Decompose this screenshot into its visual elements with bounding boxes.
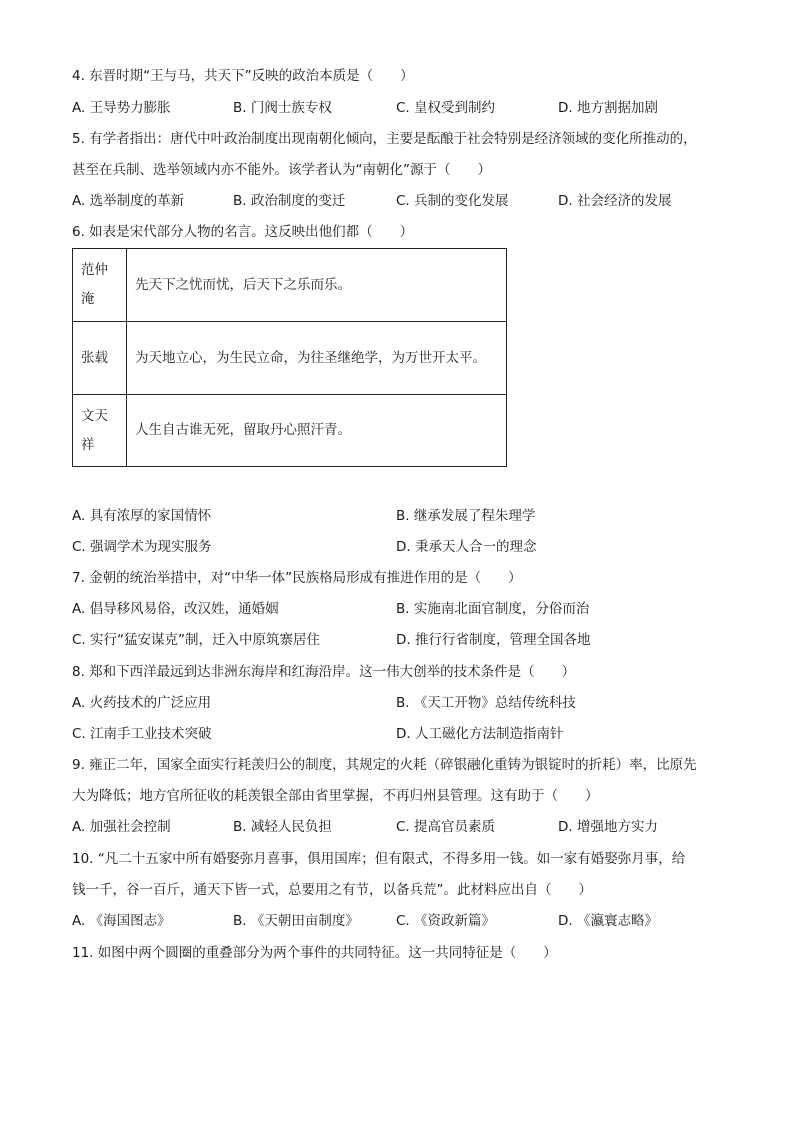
question-9-stem-line1: 9. 雍正二年，国家全面实行耗羡归公的制度，其规定的火耗（碎银融化重铸为银锭时的折耗）率，比原先 [72, 757, 697, 773]
table-row [73, 249, 507, 322]
question-8-options-row1 [72, 693, 732, 713]
q7-option-a[interactable]: A. 倡导移风易俗，改汉姓，通婚姻 [72, 601, 279, 617]
q4-option-c[interactable]: C. 皇权受到制约 [396, 100, 496, 116]
q6-option-a[interactable]: A. 具有浓厚的家国情怀 [72, 508, 212, 524]
q5-option-b[interactable]: B. 政治制度的变迁 [233, 193, 346, 209]
q4-option-a[interactable]: A. 王导势力膨胀 [72, 100, 171, 116]
question-8-options-row2 [72, 724, 732, 744]
table-row [73, 395, 507, 467]
table-row [73, 322, 507, 395]
question-4-stem: 4. 东晋时期“王与马，共天下”反映的政治本质是（ ） [72, 68, 414, 84]
q10-option-a[interactable]: A. 《海国图志》 [72, 913, 171, 929]
q7-option-b[interactable]: B. 实施南北面官制度，分俗而治 [396, 601, 590, 617]
question-10-options [72, 911, 732, 931]
person-name: 张载 [73, 322, 127, 395]
q9-option-d[interactable]: D. 增强地方实力 [558, 819, 658, 835]
q7-option-d[interactable]: D. 推行行省制度，管理全国各地 [396, 632, 591, 648]
quotes-table [72, 248, 507, 467]
question-10-stem-line2: 钱一千，谷一百斤，通天下皆一式，总要用之有节，以备兵荒”。此材料应出自（ ） [72, 882, 592, 898]
q4-option-b[interactable]: B. 门阀士族专权 [233, 100, 332, 116]
person-quote: 为天地立心，为生民立命，为往圣继绝学，为万世开太平。 [127, 322, 507, 395]
q8-option-a[interactable]: A. 火药技术的广泛应用 [72, 695, 212, 711]
person-quote: 先天下之忧而忧，后天下之乐而乐。 [127, 249, 507, 322]
q5-option-c[interactable]: C. 兵制的变化发展 [396, 193, 509, 209]
q8-option-b[interactable]: B. 《天工开物》总结传统科技 [396, 695, 576, 711]
question-6-options-row1 [72, 506, 732, 526]
question-5-stem-line1: 5. 有学者指出：唐代中叶政治制度出现南朝化倾向，主要是酝酿于社会特别是经济领域的变化所推动的， [72, 131, 697, 147]
q4-option-d[interactable]: D. 地方割据加剧 [558, 100, 658, 116]
question-10-stem-line1: 10. “凡二十五家中所有婚娶弥月喜事，俱用国库；但有限式，不得多用一钱。如一家有婚娶弥月事，给 [72, 851, 686, 867]
q10-option-b[interactable]: B. 《天朝田亩制度》 [233, 913, 359, 929]
question-9-stem-line2: 大为降低；地方官所征收的耗羡银全部由省里掌握，不再归州县管理。这有助于（ ） [72, 788, 599, 804]
question-7-options-row2 [72, 630, 732, 650]
q5-option-d[interactable]: D. 社会经济的发展 [558, 193, 672, 209]
q10-option-c[interactable]: C. 《资政新篇》 [396, 913, 496, 929]
question-5-stem-line2: 甚至在兵制、选举领域内亦不能外。该学者认为“南朝化”源于（ ） [72, 162, 491, 178]
question-7-options-row1 [72, 599, 732, 619]
question-7-stem: 7. 金朝的统治举措中，对“中华一体”民族格局形成有推进作用的是（ ） [72, 570, 522, 586]
person-name: 范仲淹 [73, 249, 127, 322]
question-4-options [72, 98, 732, 118]
question-6-options-row2 [72, 537, 732, 557]
question-9-options [72, 817, 732, 837]
question-6-stem: 6. 如表是宋代部分人物的名言。这反映出他们都（ ） [72, 224, 414, 240]
q9-option-b[interactable]: B. 减轻人民负担 [233, 819, 332, 835]
question-11-stem: 11. 如图中两个圆圈的重叠部分为两个事件的共同特征。这一共同特征是（ ） [72, 945, 557, 961]
q8-option-c[interactable]: C. 江南手工业技术突破 [72, 726, 212, 742]
q6-option-c[interactable]: C. 强调学术为现实服务 [72, 539, 212, 555]
q6-option-d[interactable]: D. 秉承天人合一的理念 [396, 539, 537, 555]
q7-option-c[interactable]: C. 实行“猛安谋克”制，迁入中原筑寨居住 [72, 632, 320, 648]
q9-option-c[interactable]: C. 提高官员素质 [396, 819, 496, 835]
person-quote: 人生自古谁无死，留取丹心照汗青。 [127, 395, 507, 467]
question-5-options [72, 191, 732, 211]
question-8-stem: 8. 郑和下西洋最远到达非洲东海岸和红海沿岸。这一伟大创举的技术条件是（ ） [72, 664, 576, 680]
q6-option-b[interactable]: B. 继承发展了程朱理学 [396, 508, 536, 524]
q8-option-d[interactable]: D. 人工磁化方法制造指南针 [396, 726, 564, 742]
q9-option-a[interactable]: A. 加强社会控制 [72, 819, 171, 835]
person-name: 文天祥 [73, 395, 127, 467]
q5-option-a[interactable]: A. 选举制度的革新 [72, 193, 185, 209]
q10-option-d[interactable]: D. 《瀛寰志略》 [558, 913, 658, 929]
